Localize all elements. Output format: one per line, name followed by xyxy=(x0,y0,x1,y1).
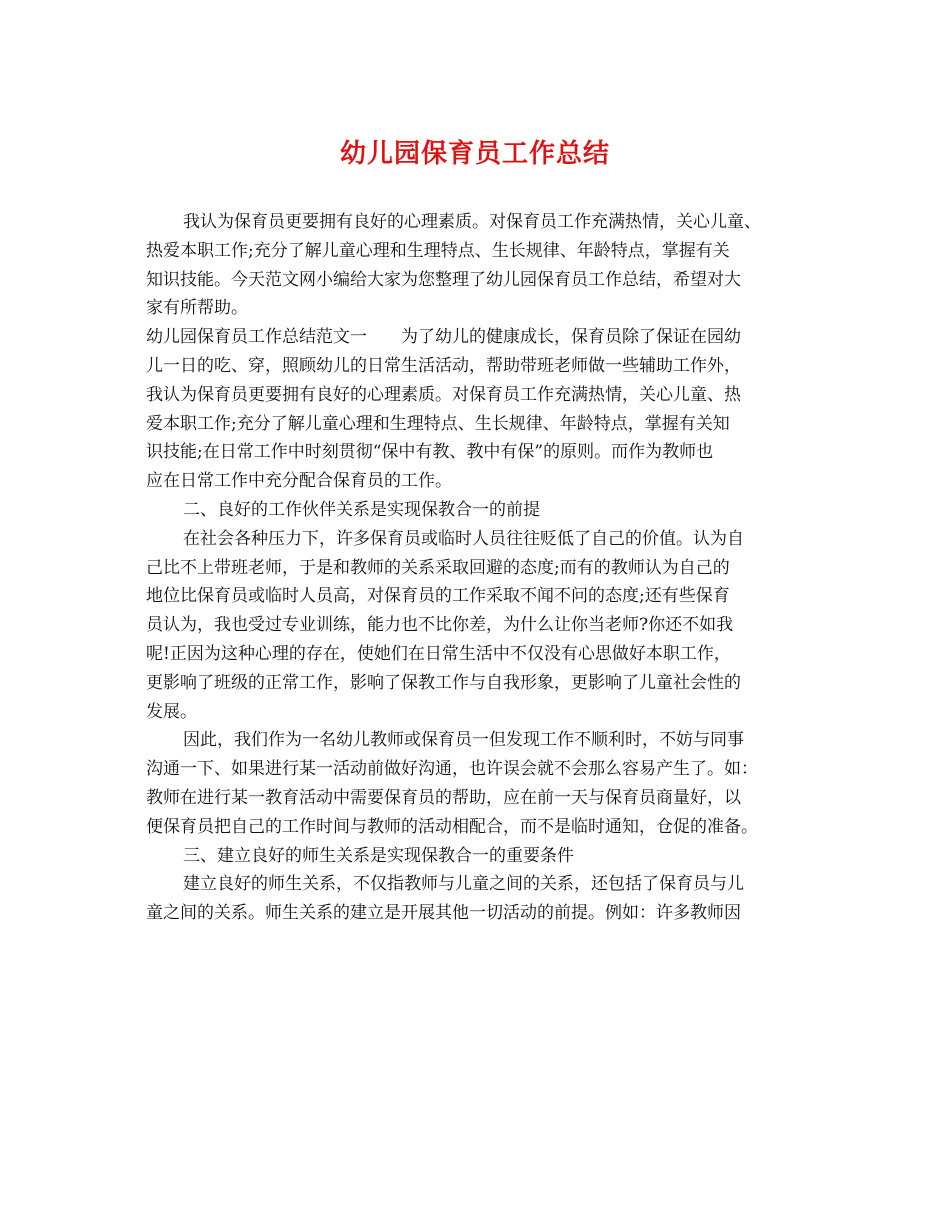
text-line: 热爱本职工作;充分了解儿童心理和生理特点、生长规律、年龄特点，掌握有关 xyxy=(146,240,730,261)
text-line: 二、良好的工作伙伴关系是实现保教合一的前提 xyxy=(183,499,540,520)
document-title: 幼儿园保育员工作总结 xyxy=(339,139,610,169)
text-line: 己比不上带班老师，于是和教师的关系采取回避的态度;而有的教师认为自己的 xyxy=(146,557,730,578)
text-line: 员认为，我也受过专业训练，能力也不比你差，为什么让你当老师?你还不如我 xyxy=(146,615,734,636)
document-body xyxy=(146,208,816,928)
text-line: 儿一日的吃、穿，照顾幼儿的日常生活活动，帮助带班老师做一些辅助工作外， xyxy=(146,355,741,376)
text-line: 建立良好的师生关系，不仅指教师与儿童之间的关系，还包括了保育员与儿 xyxy=(183,874,744,895)
text-line: 我认为保育员更要拥有良好的心理素质。对保育员工作充满热情，关心儿童、 xyxy=(183,212,761,232)
text-line: 童之间的关系。师生关系的建立是开展其他一切活动的前提。例如：许多教师因 xyxy=(146,903,741,924)
text-line: 爱本职工作;充分了解儿童心理和生理特点、生长规律、年龄特点，掌握有关知 xyxy=(146,413,730,434)
text-line: 幼儿园保育员工作总结范文一 为了幼儿的健康成长，保育员除了保证在园幼 xyxy=(146,327,741,348)
text-line: 教师在进行某一教育活动中需要保育员的帮助，应在前一天与保育员商量好，以 xyxy=(146,787,741,808)
text-line: 便保育员把自己的工作时间与教师的活动相配合，而不是临时通知，仓促的准备。 xyxy=(146,816,758,837)
text-line: 呢!正因为这种心理的存在，使她们在日常生活中不仅没有心思做好本职工作， xyxy=(146,643,731,664)
text-line: 知识技能。今天范文网小编给大家为您整理了幼儿园保育员工作总结，希望对大 xyxy=(146,269,741,290)
text-line: 地位比保育员或临时人员高，对保育员的工作采取不闻不问的态度;还有些保育 xyxy=(146,586,730,607)
text-line: 更影响了班级的正常工作，影响了保教工作与自我形象，更影响了儿童社会性的 xyxy=(146,672,741,693)
text-line: 家有所帮助。 xyxy=(146,298,248,319)
text-line: 发展。 xyxy=(146,701,197,722)
text-line: 我认为保育员更要拥有良好的心理素质。对保育员工作充满热情，关心儿童、热 xyxy=(146,384,741,405)
text-line: 沟通一下、如果进行某一活动前做好沟通，也许误会就不会那么容易产生了。如： xyxy=(146,759,758,780)
text-line: 因此，我们作为一名幼儿教师或保育员一但发现工作不顺利时，不妨与同事 xyxy=(183,730,744,751)
text-line: 三、建立良好的师生关系是实现保教合一的重要条件 xyxy=(183,845,574,866)
text-line: 识技能;在日常工作中时刻贯彻“保中有教、教中有保”的原则。而作为教师也 xyxy=(146,442,714,463)
text-line: 在社会各种压力下，许多保育员或临时人员往往贬低了自己的价值。认为自 xyxy=(183,528,744,549)
text-line: 应在日常工作中充分配合保育员的工作。 xyxy=(146,471,452,492)
